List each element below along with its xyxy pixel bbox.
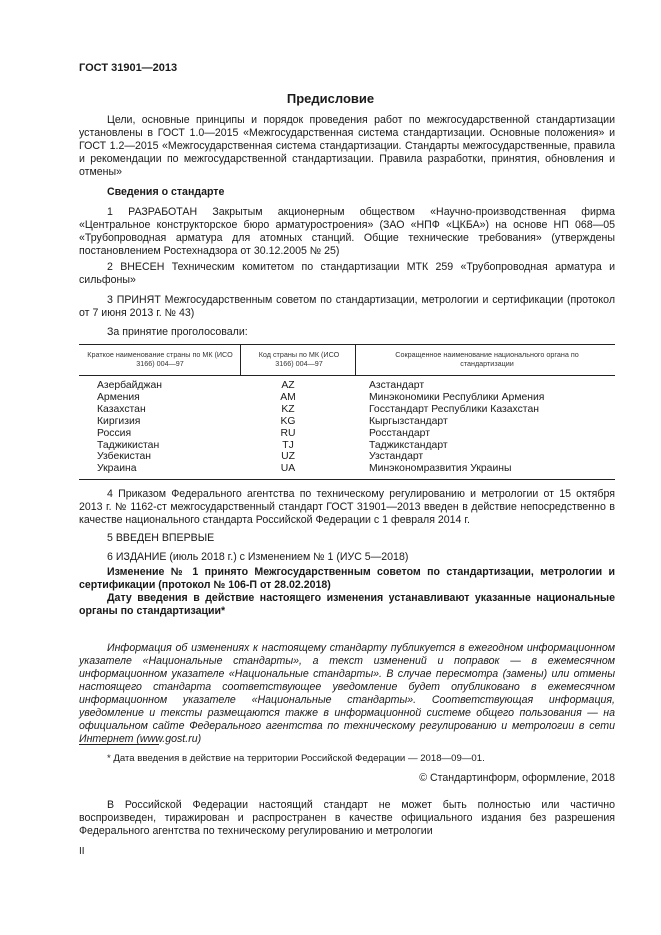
item-3 <box>79 294 615 320</box>
item-1 <box>79 206 615 258</box>
table-cell-code: AZ <box>281 380 295 391</box>
info-text: Информация об изменениях к настоящему стандарту публикуется в ежегодном информационном указателе «Национальные стандарты», а текст изменений и поправок — в ежемесячном информационном указателе «Национальные стандарты». В случае пересмотра (замены) или отмены настоящего стандарта соответствующее уведомление будет опубликовано в ежемесячном информационном указателе «Национальные стандарты». Соответствующая информация, уведомление и тексты размещаются также в информационной системе общего пользования — на официальном сайте Федерального агентства по техническому регулированию и метрологии в сети Интернет (www.gost.ru) <box>79 642 615 745</box>
table-cell-body: Азстандарт <box>369 380 425 391</box>
table-header-rule <box>79 375 615 376</box>
amendment-block <box>79 566 615 618</box>
vote-label-block <box>79 326 615 339</box>
table-divider <box>240 345 241 375</box>
item-6 <box>79 551 615 564</box>
item-6-text: 6 ИЗДАНИЕ (июль 2018 г.) с Изменением № 1 (ИУС 5—2018) <box>107 551 409 563</box>
intro-text: Цели, основные принципы и порядок проведения работ по межгосударственной стандартизации установлены в ГОСТ 1.0—2015 «Межгосударственная система стандартизации. Основные положения» и ГОСТ 1.2—2015 «Межгосударственная система стандартизации. Стандарты межгосударственные, правила и рекомендации по межгосударственной стандартизации. Правила разработки, принятия, обновления и отмены» <box>79 114 615 178</box>
standard-code-header: ГОСТ 31901—2013 <box>79 62 178 74</box>
info-block <box>79 642 615 746</box>
table-cell-country: Казахстан <box>97 403 146 415</box>
item-4-text: 4 Приказом Федерального агентства по техническому регулированию и метрологии от 15 октября 2013 г. № 1162-ст межгосударственный стандарт ГОСТ 31901—2013 введен в действие непосредственно в качестве национального стандарта Российской Федерации с 1 февраля 2014 г. <box>79 488 615 526</box>
item-5 <box>79 532 615 545</box>
notice-text: В Российской Федерации настоящий стандарт не может быть полностью или частично воспроизведен, тиражирован и распространен в качестве официального издания без разрешения Федерального агентства по техническому регулированию и метрологии <box>79 799 615 837</box>
table-cell-code: TJ <box>282 439 294 451</box>
table-cell-body: Узстандарт <box>369 451 424 463</box>
table-cell-code: UA <box>280 463 296 475</box>
item-1-text: 1 РАЗРАБОТАН Закрытым акционерным обществом «Научно-производственная фирма «Центральное конструкторское бюро арматуростроения» (ЗАО «НПФ «ЦКБА») на основе НП 068—05 «Трубопроводная арматура для атомных станций. Общие технические требования» (утверждены постановлением Ростехнадзора от 30.12.2005 № 25) <box>79 206 615 257</box>
table-cell-country: Таджикистан <box>97 439 160 451</box>
amendment-line-1: Изменение № 1 принято Межгосударственным советом по стандартизации, метрологии и сертификации (протокол № 106-П от 28.02.2018) <box>79 566 615 591</box>
table-cell-country: Киргизия <box>97 415 141 427</box>
table-cell-country: Узбекистан <box>97 451 151 463</box>
table-cell-code: RU <box>280 427 296 439</box>
page-title: Предисловие <box>286 91 375 106</box>
table-column-country <box>97 380 162 475</box>
intro-paragraph <box>79 114 615 179</box>
table-cell-body: Минэкономики Республики Армения <box>369 391 545 403</box>
table-cell-country: Азербайджан <box>97 380 162 391</box>
table-cell-code: AM <box>280 391 296 403</box>
table-column-body <box>369 380 544 475</box>
table-cell-body: Кыргызстандарт <box>369 415 448 427</box>
table-header-country: Краткое наименование страны по МК (ИСО 3166) 004—97 <box>87 350 233 368</box>
table-cell-body: Минэкономразвития Украины <box>369 463 512 475</box>
copyright: © Стандартинформ, оформление, 2018 <box>419 772 615 784</box>
table-cell-body: Росстандарт <box>369 427 430 439</box>
page-number: II <box>79 846 85 857</box>
voting-table <box>79 344 615 480</box>
table-cell-code: KZ <box>281 403 295 415</box>
section-heading-block <box>79 186 615 199</box>
table-cell-code: UZ <box>281 451 295 463</box>
table-cell-country: Россия <box>97 427 132 439</box>
table-cell-body: Госстандарт Республики Казахстан <box>369 403 539 415</box>
table-cell-code: KG <box>280 415 296 427</box>
item-4 <box>79 488 615 527</box>
item-3-text: 3 ПРИНЯТ Межгосударственным советом по стандартизации, метрологии и сертификации (протокол от 7 июня 2013 г. № 43) <box>79 294 615 319</box>
table-cell-country: Армения <box>97 391 140 403</box>
table-column-code <box>276 380 300 475</box>
vote-label: За принятие проголосовали: <box>107 326 248 338</box>
amendment-line-2: Дату введения в действие настоящего изменения устанавливают указанные национальные органы по стандартизации* <box>79 592 615 617</box>
item-5-text: 5 ВВЕДЕН ВПЕРВЫЕ <box>107 532 215 544</box>
table-divider <box>355 345 356 375</box>
table-cell-country: Украина <box>97 463 137 475</box>
notice-block <box>79 799 615 838</box>
item-2-text: 2 ВНЕСЕН Техническим комитетом по стандартизации МТК 259 «Трубопроводная арматура и сильфоны» <box>79 261 615 286</box>
table-header-code: Код страны по МК (ИСО 3166) 004—97 <box>258 350 340 368</box>
section-heading: Сведения о стандарте <box>107 186 225 198</box>
footnote-rule <box>79 744 159 745</box>
footnote: * Дата введения в действие на территории Российской Федерации — 2018—09—01. <box>107 753 485 764</box>
item-2 <box>79 261 615 287</box>
table-cell-body: Таджикстандарт <box>369 439 448 451</box>
table-header-body: Сокращенное наименование национального органа по стандартизации <box>395 350 579 368</box>
